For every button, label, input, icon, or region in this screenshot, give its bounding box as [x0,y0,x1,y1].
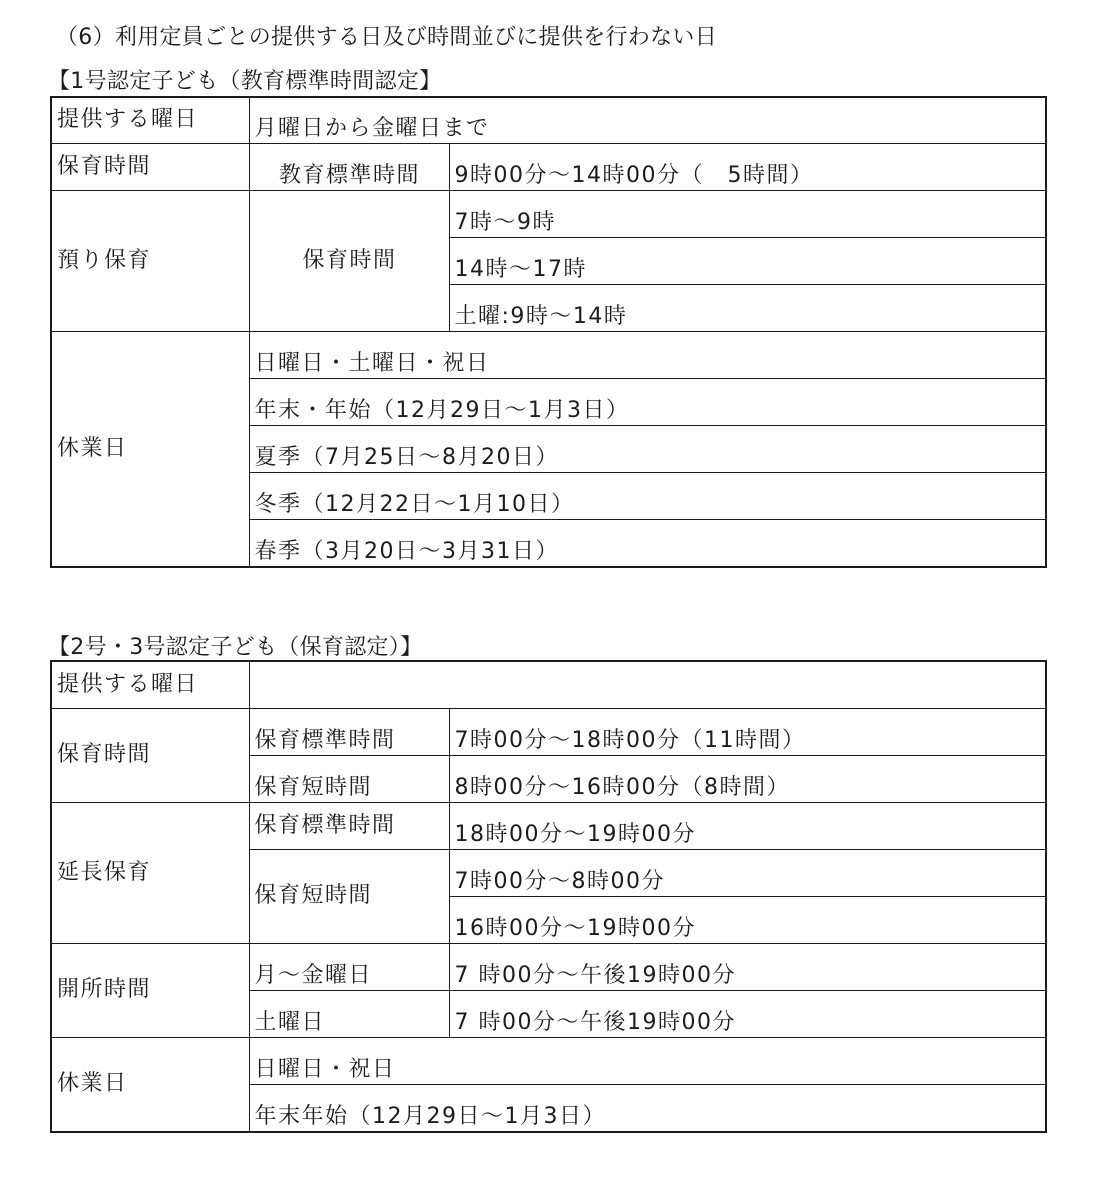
care-hours-label: 保育時間 [51,708,249,802]
extended-care-type: 保育標準時間 [249,802,449,849]
opening-hours-type: 土曜日 [249,990,449,1037]
extended-care-label: 延長保育 [51,802,249,943]
table-row [51,331,1046,378]
extended-care-value: 16時00分～19時00分 [449,896,1046,943]
extended-care-value: 18時00分～19時00分 [449,802,1046,849]
table-row [51,661,1046,708]
closed-days-value: 冬季（12月22日～1月10日） [249,472,1046,519]
extended-care-value: 14時～17時 [449,237,1046,284]
closed-days-value: 日曜日・祝日 [249,1037,1046,1084]
section1-heading: 【1号認定子ども（教育標準時間認定】 [48,69,442,94]
closed-days-value: 年末年始（12月29日～1月3日） [249,1084,1046,1132]
extended-care-value: 7時00分～8時00分 [449,849,1046,896]
care-hours-type: 保育短時間 [249,755,449,802]
care-hours-label: 保育時間 [51,143,249,190]
closed-days-label: 休業日 [51,1037,249,1132]
table-row [51,802,1046,849]
opening-hours-label: 開所時間 [51,943,249,1037]
extended-care-value: 土曜:9時～14時 [449,284,1046,331]
care-hours-type: 保育標準時間 [249,708,449,755]
provide-days-label: 提供する曜日 [51,661,249,708]
care-hours-value: 8時00分～16時00分（8時間） [449,755,1046,802]
provide-days-value [249,661,1046,708]
extended-care-value: 7時～9時 [449,190,1046,237]
closed-days-value: 年末・年始（12月29日～1月3日） [249,378,1046,425]
closed-days-value: 春季（3月20日～3月31日） [249,519,1046,567]
section2-table [50,660,1047,1133]
section1-table [50,96,1047,568]
section2-heading: 【2号・3号認定子ども（保育認定）】 [48,635,423,660]
table-row [51,708,1046,755]
table-row [51,943,1046,990]
opening-hours-type: 月～金曜日 [249,943,449,990]
opening-hours-value: 7 時00分～午後19時00分 [449,990,1046,1037]
table-row [51,143,1046,190]
care-hours-value: 7時00分～18時00分（11時間） [449,708,1046,755]
care-hours-value: 9時00分～14時00分（ 5時間） [449,143,1046,190]
extended-care-type: 保育短時間 [249,849,449,943]
table-row [51,190,1046,237]
table-row [51,97,1046,143]
closed-days-label: 休業日 [51,331,249,567]
closed-days-value: 夏季（7月25日～8月20日） [249,425,1046,472]
care-hours-type: 教育標準時間 [249,143,449,190]
extended-care-type: 保育時間 [249,190,449,331]
closed-days-value: 日曜日・土曜日・祝日 [249,331,1046,378]
opening-hours-value: 7 時00分～午後19時00分 [449,943,1046,990]
extended-care-label: 預り保育 [51,190,249,331]
provide-days-label: 提供する曜日 [51,97,249,143]
document-title: （6）利用定員ごとの提供する日及び時間並びに提供を行わない日 [56,25,717,50]
table-row [51,1037,1046,1084]
provide-days-value: 月曜日から金曜日まで [249,97,1046,143]
